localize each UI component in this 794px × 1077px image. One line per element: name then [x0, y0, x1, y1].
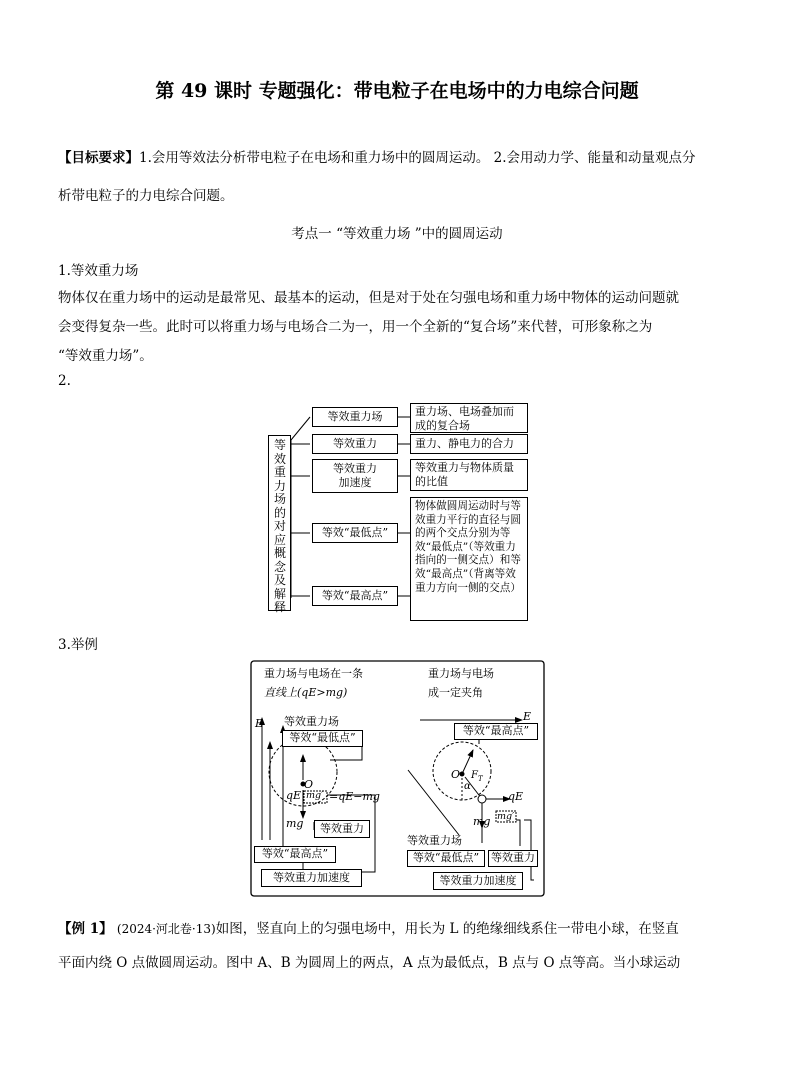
right-O-label: O [451, 768, 461, 781]
example1-source: (2024·河北卷·13) [116, 922, 216, 936]
left-O-label: O [304, 778, 314, 791]
goal-text-1: 1.会用等效法分析带电粒子在电场和重力场中的圆周运动。 2.会用动力学、能量和动量观点分 [139, 150, 696, 166]
item1-line-3: “等效重力场”。 [58, 348, 153, 364]
right-caption-2: 成一定夹角 [428, 686, 483, 699]
item1-line-1: 物体仅在重力场中的运动是最常见、最基本的运动，但是对于处在匀强电场和重力场中物体的运动问题就 [58, 290, 679, 306]
right-equiv-field-label: 等效重力场 [407, 834, 462, 847]
left-caption-2: 直线上(qE>mg) [264, 686, 348, 699]
desc-equiv-acc: 等效重力与物体质量的比值 [410, 459, 528, 491]
example1-line-2: 平面内绕 O 点做圆周运动。图中 A、B 为圆周上的两点，A 点为最低点，B 点与 O 点等高。当小球运动 [58, 955, 681, 971]
left-qE-minus-mg-label: =qE−mg [329, 790, 380, 803]
example1-text-1: 如图，竖直向上的匀强电场中，用长为 L 的绝缘细线系住一带电小球，在竖直 [215, 921, 679, 937]
item2-heading: 2. [58, 373, 71, 389]
left-equiv-highest-box: 等效“最高点” [254, 846, 336, 863]
right-FT-label [471, 770, 483, 783]
right-equiv-lowest-box: 等效“最低点” [407, 850, 485, 867]
left-mg-label: mg [286, 817, 304, 830]
right-equiv-highest-box: 等效“最高点” [454, 723, 538, 740]
root-node: 等效重力场的对应概念及解释 [268, 435, 291, 611]
right-FT-sub: T [477, 775, 483, 783]
right-mgprime-label: mg′ [497, 811, 515, 822]
left-E-label: E [255, 717, 264, 730]
item1-heading: 1.等效重力场 [58, 263, 139, 279]
node-equiv-gravity: 等效重力 [312, 434, 398, 454]
concept-map [262, 398, 532, 623]
desc-equiv-field: 重力场、电场叠加而成的复合场 [410, 403, 528, 433]
left-equiv-lowest-box: 等效“最低点” [282, 730, 363, 747]
section-heading: 考点一 “等效重力场 ”中的圆周运动 [291, 226, 503, 242]
right-mg-label: mg [473, 815, 491, 828]
node-equiv-acc: 等效重力加速度 [312, 459, 398, 493]
right-equiv-acc-box: 等效重力加速度 [433, 872, 523, 890]
example1-line-1 [58, 917, 679, 937]
goal-label: 【目标要求】 [58, 150, 139, 166]
right-point-O [460, 772, 465, 777]
node-equiv-lowest: 等效“最低点” [312, 523, 398, 543]
left-caption-1: 重力场与电场在一条 [264, 667, 363, 680]
left-equiv-field-label: 等效重力场 [284, 715, 339, 728]
right-ball [478, 795, 486, 803]
example-figure [250, 660, 545, 897]
page-title: 第 49 课时 专题强化：带电粒子在电场中的力电综合问题 [155, 80, 639, 102]
left-equiv-acc-box: 等效重力加速度 [261, 869, 362, 887]
right-alpha-label: α [464, 781, 471, 792]
right-FT-main: F [471, 770, 478, 781]
right-qE-label: qE [508, 790, 524, 803]
node-equiv-field: 等效重力场 [312, 407, 398, 427]
right-equiv-gravity-box: 等效重力 [488, 850, 538, 867]
desc-equiv-gravity: 重力、静电力的合力 [410, 434, 528, 454]
item3-heading: 3.举例 [58, 637, 98, 653]
goal-line-1 [58, 146, 696, 166]
example1-label: 【例 1】 [58, 921, 113, 937]
left-mgprime-label: mg′ [306, 790, 324, 801]
desc-lowest-highest: 物体做圆周运动时与等效重力平行的直径与圆的两个交点分别为等效“最低点”（等效重力指向的一侧交点）和等效“最高点”（背离等效重力方向一侧的交点） [410, 497, 528, 621]
node-equiv-highest: 等效“最高点” [312, 586, 398, 606]
left-equiv-gravity-box: 等效重力 [314, 820, 370, 838]
goal-line-2: 析带电粒子的力电综合问题。 [58, 188, 234, 204]
left-qE-label: qE [286, 789, 302, 802]
item1-line-2: 会变得复杂一些。此时可以将重力场与电场合二为一，用一个全新的“复合场”来代替，可形象称之为 [58, 319, 653, 335]
right-caption-1: 重力场与电场 [428, 667, 494, 680]
right-E-label: E [523, 710, 532, 723]
